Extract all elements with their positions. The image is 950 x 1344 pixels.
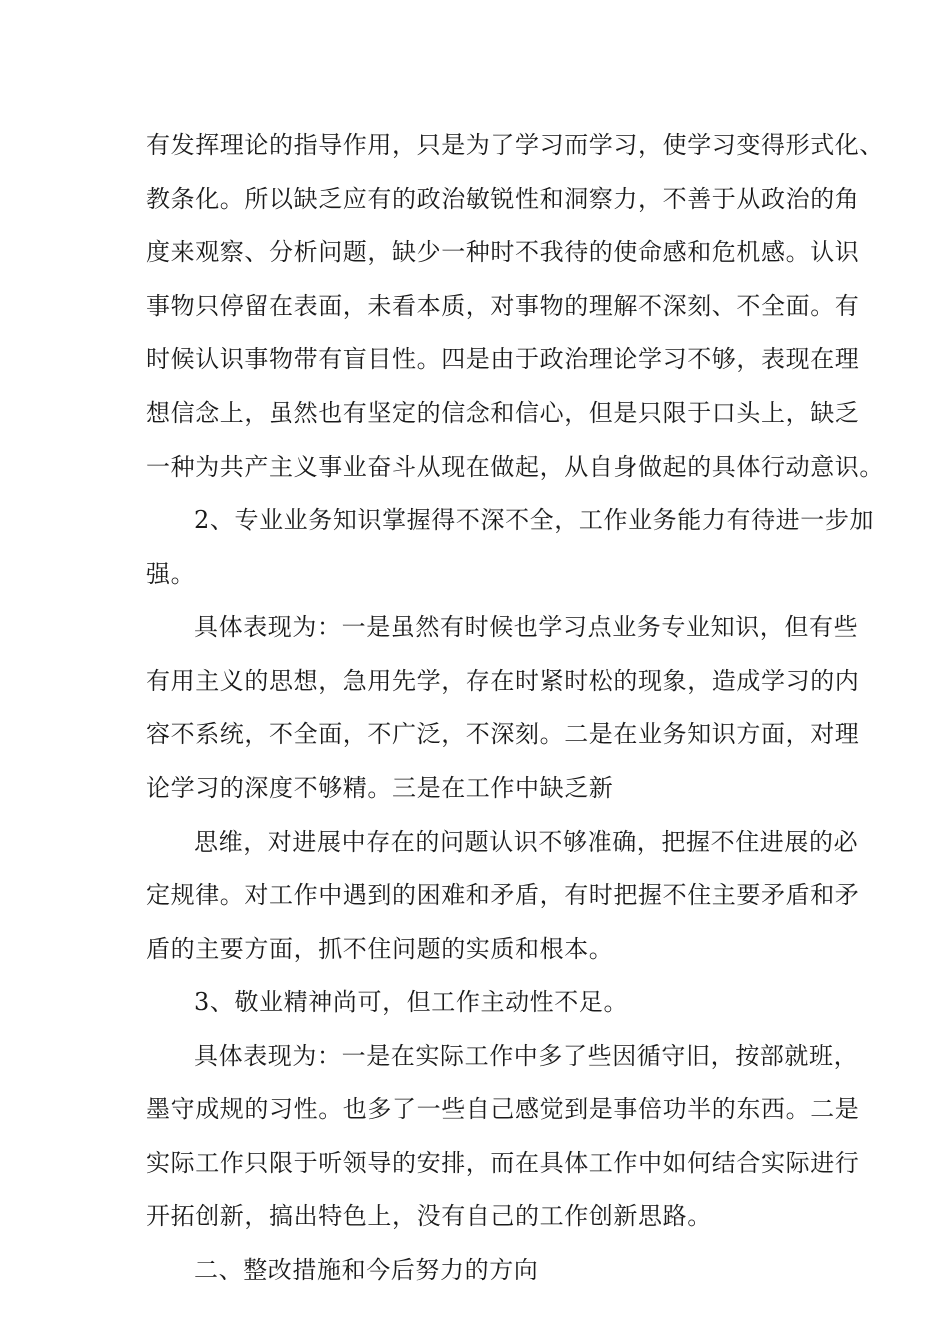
text-line: 实际工作只限于听领导的安排，而在具体工作中如何结合实际进行 — [146, 1149, 860, 1177]
text-line: 强。 — [146, 560, 196, 588]
text-line: 容不系统，不全面，不广泛，不深刻。二是在业务知识方面，对理 — [146, 720, 860, 748]
section-heading-2: 2、专业业务知识掌握得不深不全，工作业务能力有待进一步加 — [194, 506, 875, 534]
section-heading-3: 3、敬业精神尚可，但工作主动性不足。 — [194, 988, 629, 1016]
text-line: 度来观察、分析问题，缺少一种时不我待的使命感和危机感。认识 — [146, 238, 860, 266]
paragraph-start: 具体表现为：一是在实际工作中多了些因循守旧，按部就班， — [194, 1042, 859, 1070]
section-heading-main: 二、整改措施和今后努力的方向 — [194, 1256, 539, 1284]
text-line: 开拓创新，搞出特色上，没有自己的工作创新思路。 — [146, 1202, 712, 1230]
paragraph-start: 具体表现为：一是虽然有时候也学习点业务专业知识，但有些 — [194, 613, 859, 641]
text-line: 事物只停留在表面，未看本质，对事物的理解不深刻、不全面。有 — [146, 292, 860, 320]
text-line: 论学习的深度不够精。三是在工作中缺乏新 — [146, 774, 614, 802]
text-line: 时候认识事物带有盲目性。四是由于政治理论学习不够，表现在理 — [146, 345, 860, 373]
paragraph-start: 思维，对进展中存在的问题认识不够准确，把握不住进展的必 — [194, 828, 859, 856]
text-line: 想信念上，虽然也有坚定的信念和信心，但是只限于口头上，缺乏 — [146, 399, 860, 427]
text-line: 教条化。所以缺乏应有的政治敏锐性和洞察力，不善于从政治的角 — [146, 185, 860, 213]
text-line: 墨守成规的习性。也多了一些自己感觉到是事倍功半的东西。二是 — [146, 1095, 860, 1123]
text-line: 盾的主要方面，抓不住问题的实质和根本。 — [146, 935, 614, 963]
text-line: 有用主义的思想，急用先学，存在时紧时松的现象，造成学习的内 — [146, 667, 860, 695]
text-line: 定规律。对工作中遇到的困难和矛盾，有时把握不住主要矛盾和矛 — [146, 881, 860, 909]
text-line: 有发挥理论的指导作用，只是为了学习而学习，使学习变得形式化、 — [146, 131, 884, 159]
text-line: 一种为共产主义事业奋斗从现在做起，从自身做起的具体行动意识。 — [146, 453, 884, 481]
